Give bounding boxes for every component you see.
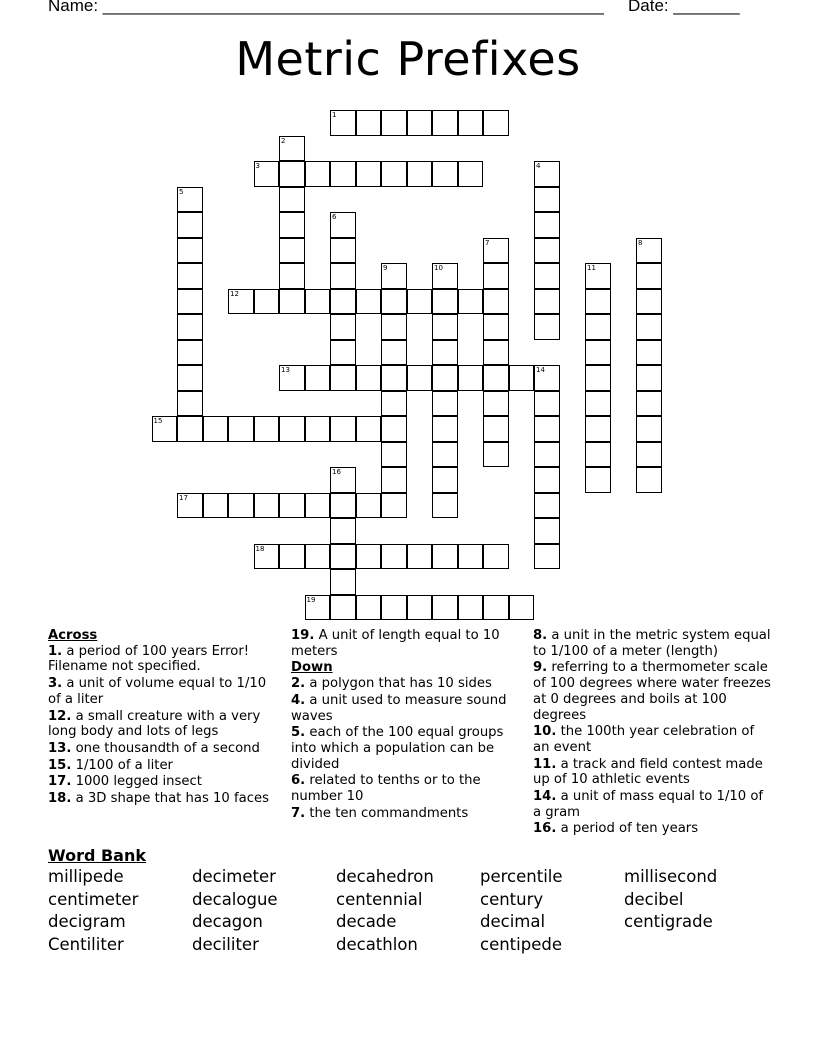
crossword-cell[interactable]: [483, 544, 509, 570]
crossword-cell[interactable]: [432, 595, 458, 621]
word-bank-item: decigram: [48, 912, 126, 931]
clue-text: 1000 legged insect: [71, 774, 202, 790]
crossword-cell[interactable]: [177, 416, 203, 442]
date-field[interactable]: Date: _______: [628, 0, 740, 15]
crossword-cell[interactable]: [177, 187, 203, 213]
crossword-cell[interactable]: [483, 263, 509, 289]
across-clue-list: [48, 644, 278, 807]
word-bank-item: deciliter: [192, 934, 259, 954]
crossword-cell[interactable]: [509, 595, 535, 621]
clue-number: 1.: [48, 643, 63, 659]
word-bank-title: Word Bank: [48, 846, 147, 865]
crossword-cell[interactable]: [305, 416, 331, 442]
crossword-cell[interactable]: [330, 595, 356, 621]
clue-item: [291, 693, 521, 724]
word-bank-item: decade: [336, 912, 397, 931]
clue-number: 7.: [291, 805, 306, 821]
crossword-cell[interactable]: [534, 493, 560, 519]
word-bank-item: century: [480, 889, 544, 909]
clue-item: [48, 774, 278, 790]
crossword-cell[interactable]: [177, 340, 203, 366]
clue-number: 10.: [533, 724, 557, 740]
crossword-cell[interactable]: [585, 467, 611, 493]
crossword-cell[interactable]: [279, 493, 305, 519]
crossword-cell[interactable]: [330, 467, 356, 493]
crossword-cell[interactable]: [585, 263, 611, 289]
clue-number: 5: [179, 187, 184, 196]
crossword-cell[interactable]: [356, 110, 382, 136]
crossword-cell[interactable]: [279, 136, 305, 162]
crossword-cell[interactable]: [330, 518, 356, 544]
crossword-cell[interactable]: [381, 365, 407, 391]
crossword-cell[interactable]: [534, 161, 560, 187]
crossword-cell[interactable]: [356, 595, 382, 621]
crossword-cell[interactable]: [483, 595, 509, 621]
clue-number: 16.: [533, 821, 557, 837]
crossword-cell[interactable]: [305, 493, 331, 519]
word-bank-item: decagon: [192, 912, 263, 931]
crossword-cell[interactable]: [483, 391, 509, 417]
crossword-cell[interactable]: [585, 289, 611, 315]
crossword-cell[interactable]: [407, 161, 433, 187]
crossword-cell[interactable]: [177, 365, 203, 391]
clue-item: [533, 789, 773, 820]
clue-item: [291, 676, 521, 692]
clue-number: 11: [587, 264, 596, 272]
across-clue-list-continued: [291, 628, 521, 659]
crossword-cell[interactable]: [330, 238, 356, 264]
crossword-cell[interactable]: [305, 544, 331, 570]
clue-item: [533, 628, 773, 659]
crossword-cell[interactable]: [381, 110, 407, 136]
word-bank-item: decathlon: [336, 934, 418, 954]
crossword-cell[interactable]: [381, 340, 407, 366]
clue-text: a period of ten years: [556, 821, 699, 837]
crossword-cell[interactable]: [432, 467, 458, 493]
crossword-cell[interactable]: [458, 544, 484, 570]
clue-number: 5.: [291, 725, 306, 741]
crossword-cell[interactable]: [407, 595, 433, 621]
crossword-cell[interactable]: [203, 416, 229, 442]
crossword-cell[interactable]: [636, 340, 662, 366]
clue-number: 17: [179, 493, 188, 502]
word-bank-item: decimal: [480, 912, 546, 931]
clue-number: 12.: [48, 708, 72, 724]
word-bank-item: millisecond: [624, 867, 718, 886]
clue-text: the ten commandments: [305, 805, 469, 821]
clue-number: 7: [485, 238, 490, 247]
clue-text: a polygon that has 10 sides: [305, 676, 492, 692]
crossword-cell[interactable]: [177, 314, 203, 340]
crossword-cell[interactable]: [432, 416, 458, 442]
crossword-cell[interactable]: [381, 595, 407, 621]
name-field[interactable]: Name: _____________________________________________________: [48, 0, 604, 15]
down-clue-list-continued: [533, 628, 773, 837]
crossword-cell[interactable]: [203, 493, 229, 519]
clue-text: a unit in the metric system equal to 1/100 of a meter (length): [533, 628, 771, 659]
crossword-cell[interactable]: [381, 289, 407, 315]
crossword-cell[interactable]: [279, 238, 305, 264]
word-bank-item: decalogue: [192, 889, 278, 909]
crossword-cell[interactable]: [228, 289, 254, 315]
crossword-cell[interactable]: [585, 365, 611, 391]
crossword-cell[interactable]: [356, 493, 382, 519]
crossword-cell[interactable]: [356, 416, 382, 442]
clue-text: 1/100 of a liter: [71, 757, 173, 773]
clue-text: referring to a thermometer scale of 100 degrees where water freezes at 0 degrees and boils at 100 degrees: [533, 660, 771, 723]
crossword-cell[interactable]: [228, 493, 254, 519]
crossword-cell[interactable]: [585, 314, 611, 340]
crossword-cell[interactable]: [330, 263, 356, 289]
crossword-cell[interactable]: [254, 544, 280, 570]
crossword-cell[interactable]: [177, 391, 203, 417]
clue-number: 4: [536, 162, 541, 170]
crossword-cell[interactable]: [534, 365, 560, 391]
crossword-cell[interactable]: [432, 161, 458, 187]
clue-text: a period of 100 years Error! Filename not specified.: [48, 643, 250, 675]
crossword-cell[interactable]: [381, 314, 407, 340]
crossword-cell[interactable]: [585, 442, 611, 468]
clue-number: 4.: [291, 692, 306, 708]
crossword-cell[interactable]: [483, 365, 509, 391]
clue-item: [48, 741, 278, 757]
crossword-cell[interactable]: [432, 544, 458, 570]
clue-number: 18: [255, 544, 265, 553]
word-bank-item: decibel: [624, 889, 684, 909]
clue-item: [533, 660, 773, 723]
crossword-cell[interactable]: [585, 391, 611, 417]
clue-text: A unit of length equal to 10 meters: [291, 628, 500, 659]
clue-number: 2.: [291, 676, 306, 692]
clue-text: a unit of mass equal to 1/10 of a gram: [533, 789, 764, 820]
clue-text: a unit of volume equal to 1/10 of a liter: [48, 676, 267, 707]
clue-number: 16: [332, 468, 341, 476]
clue-item: [291, 628, 521, 659]
crossword-cell[interactable]: [330, 340, 356, 366]
crossword-cell[interactable]: [254, 161, 280, 187]
crossword-cell[interactable]: [381, 416, 407, 442]
crossword-cell[interactable]: [356, 161, 382, 187]
page-title: Metric Prefixes: [235, 32, 581, 86]
clue-number: 15: [153, 417, 163, 425]
crossword-cell[interactable]: [305, 161, 331, 187]
clue-number: 6.: [291, 773, 306, 789]
clue-item: [291, 725, 521, 772]
crossword-cell[interactable]: [356, 365, 382, 391]
crossword-cell[interactable]: [407, 544, 433, 570]
crossword-cell[interactable]: [279, 544, 305, 570]
crossword-cell[interactable]: [381, 161, 407, 187]
crossword-cell[interactable]: [534, 518, 560, 544]
crossword-cell[interactable]: [636, 391, 662, 417]
crossword-cell[interactable]: [330, 289, 356, 315]
crossword-cell[interactable]: [534, 187, 560, 213]
crossword-cell[interactable]: [356, 544, 382, 570]
word-bank-item: decimeter: [192, 867, 276, 886]
crossword-cell[interactable]: [534, 263, 560, 289]
crossword-cell[interactable]: [177, 212, 203, 238]
clue-number: 13: [281, 366, 290, 374]
crossword-cell[interactable]: [279, 212, 305, 238]
crossword-cell[interactable]: [279, 187, 305, 213]
clue-number: 13.: [48, 740, 72, 756]
crossword-cell[interactable]: [636, 238, 662, 264]
crossword-cell[interactable]: [636, 263, 662, 289]
crossword-cell[interactable]: [177, 238, 203, 264]
clue-number: 14.: [533, 789, 557, 805]
word-bank-item: centipede: [480, 934, 562, 954]
clue-text: one thousandth of a second: [71, 740, 260, 756]
clue-item: [533, 757, 773, 788]
clue-text: the 100th year celebration of an event: [533, 724, 755, 755]
crossword-cell[interactable]: [636, 467, 662, 493]
crossword-cell[interactable]: [177, 493, 203, 519]
crossword-cell[interactable]: [356, 289, 382, 315]
clues-column-2: [291, 628, 521, 822]
word-bank-item: centimeter: [48, 889, 139, 909]
crossword-cell[interactable]: [636, 365, 662, 391]
clue-item: [48, 676, 278, 707]
crossword-cell[interactable]: [458, 161, 484, 187]
down-heading: Down: [291, 660, 333, 676]
clue-text: related to tenths or to the number 10: [291, 773, 481, 805]
clue-number: 6: [332, 213, 337, 221]
clues-column-1: [48, 628, 278, 808]
across-heading: Across: [48, 628, 98, 643]
crossword-cell[interactable]: [483, 340, 509, 366]
crossword-cell[interactable]: [636, 442, 662, 468]
crossword-cell[interactable]: [483, 442, 509, 468]
crossword-cell[interactable]: [330, 569, 356, 595]
crossword-cell[interactable]: [279, 289, 305, 315]
crossword-cell[interactable]: [152, 416, 178, 442]
crossword-cell[interactable]: [330, 212, 356, 238]
crossword-cell[interactable]: [407, 289, 433, 315]
clue-item: [48, 644, 278, 675]
crossword-cell[interactable]: [330, 493, 356, 519]
crossword-cell[interactable]: [585, 340, 611, 366]
clue-text: a unit used to measure sound waves: [291, 692, 507, 724]
crossword-cell[interactable]: [432, 442, 458, 468]
crossword-cell[interactable]: [534, 391, 560, 417]
crossword-cell[interactable]: [254, 289, 280, 315]
word-bank-item: centennial: [336, 889, 423, 909]
crossword-cell[interactable]: [534, 289, 560, 315]
word-bank-item: decahedron: [336, 867, 434, 886]
crossword-cell[interactable]: [483, 238, 509, 264]
clue-number: 19.: [291, 628, 315, 643]
crossword-cell[interactable]: [534, 442, 560, 468]
clue-item: [533, 724, 773, 755]
clue-number: 9: [383, 264, 388, 272]
crossword-cell[interactable]: [458, 110, 484, 136]
clue-number: 10: [434, 264, 443, 272]
crossword-cell[interactable]: [228, 416, 254, 442]
crossword-cell[interactable]: [534, 238, 560, 264]
crossword-cell[interactable]: [330, 416, 356, 442]
word-bank-item: millipede: [48, 867, 124, 886]
crossword-cell[interactable]: [458, 289, 484, 315]
clue-item: [48, 709, 278, 740]
clue-number: 17.: [48, 774, 72, 790]
crossword-cell[interactable]: [407, 365, 433, 391]
crossword-cell[interactable]: [483, 314, 509, 340]
crossword-cell[interactable]: [305, 365, 331, 391]
crossword-cell[interactable]: [177, 263, 203, 289]
crossword-cell[interactable]: [534, 314, 560, 340]
crossword-cell[interactable]: [483, 289, 509, 315]
clue-item: [48, 791, 278, 807]
crossword-cell[interactable]: [432, 314, 458, 340]
crossword-cell[interactable]: [177, 289, 203, 315]
clue-text: a small creature with a very long body and lots of legs: [48, 708, 261, 740]
crossword-cell[interactable]: [330, 544, 356, 570]
clue-number: 15.: [48, 757, 72, 773]
crossword-cell[interactable]: [458, 595, 484, 621]
crossword-cell[interactable]: [432, 391, 458, 417]
crossword-cell[interactable]: [432, 289, 458, 315]
crossword-cell[interactable]: [254, 493, 280, 519]
clue-item: [291, 773, 521, 804]
crossword-cell[interactable]: [432, 263, 458, 289]
word-bank: [48, 867, 788, 955]
crossword-cell[interactable]: [305, 595, 331, 621]
clue-text: each of the 100 equal groups into which a population can be divided: [291, 725, 504, 772]
crossword-cell[interactable]: [458, 365, 484, 391]
crossword-cell[interactable]: [407, 110, 433, 136]
clue-number: 19: [306, 595, 316, 604]
crossword-cell[interactable]: [534, 544, 560, 570]
clue-number: 1: [332, 111, 337, 119]
crossword-cell[interactable]: [279, 263, 305, 289]
crossword-cell[interactable]: [381, 493, 407, 519]
word-bank-item: Centiliter: [48, 934, 124, 954]
crossword-cell[interactable]: [636, 416, 662, 442]
clue-text: a track and field contest made up of 10 athletic events: [533, 756, 763, 788]
crossword-cell[interactable]: [330, 161, 356, 187]
crossword-cell[interactable]: [381, 442, 407, 468]
crossword-cell[interactable]: [483, 416, 509, 442]
crossword-cell[interactable]: [279, 161, 305, 187]
clue-number: 18.: [48, 791, 72, 807]
crossword-cell[interactable]: [381, 391, 407, 417]
clue-number: 3: [255, 162, 260, 170]
clue-item: [291, 806, 521, 822]
clue-number: 12: [230, 289, 239, 298]
crossword-cell[interactable]: [330, 314, 356, 340]
clue-item: [533, 821, 773, 837]
crossword-cell[interactable]: [381, 544, 407, 570]
clue-number: 14: [536, 366, 545, 374]
clue-number: 2: [281, 136, 286, 145]
crossword-cell[interactable]: [254, 416, 280, 442]
crossword-cell[interactable]: [534, 416, 560, 442]
clue-number: 3.: [48, 676, 63, 692]
crossword-cell[interactable]: [636, 314, 662, 340]
crossword-cell[interactable]: [509, 365, 535, 391]
clue-number: 8.: [533, 628, 548, 643]
crossword-cell[interactable]: [279, 416, 305, 442]
crossword-cell[interactable]: [330, 365, 356, 391]
crossword-cell[interactable]: [432, 340, 458, 366]
clue-text: a 3D shape that has 10 faces: [71, 791, 269, 807]
crossword-cell[interactable]: [305, 289, 331, 315]
crossword-cell[interactable]: [636, 289, 662, 315]
word-bank-item: centigrade: [624, 912, 713, 931]
down-clue-list: [291, 676, 521, 821]
crossword-cell[interactable]: [483, 110, 509, 136]
crossword-cell[interactable]: [534, 467, 560, 493]
clue-number: 11.: [533, 756, 557, 772]
clue-number: 8: [638, 238, 643, 247]
crossword-cell[interactable]: [585, 416, 611, 442]
clue-item: [48, 758, 278, 774]
crossword-cell[interactable]: [432, 110, 458, 136]
crossword-cell[interactable]: [330, 110, 356, 136]
crossword-cell[interactable]: [381, 467, 407, 493]
crossword-cell[interactable]: [279, 365, 305, 391]
crossword-cell[interactable]: [432, 365, 458, 391]
crossword-cell[interactable]: [432, 493, 458, 519]
word-bank-item: percentile: [480, 867, 563, 886]
clue-number: 9.: [533, 660, 548, 676]
crossword-cell[interactable]: [381, 263, 407, 289]
crossword-cell[interactable]: [534, 212, 560, 238]
clues-column-3: [533, 628, 773, 838]
